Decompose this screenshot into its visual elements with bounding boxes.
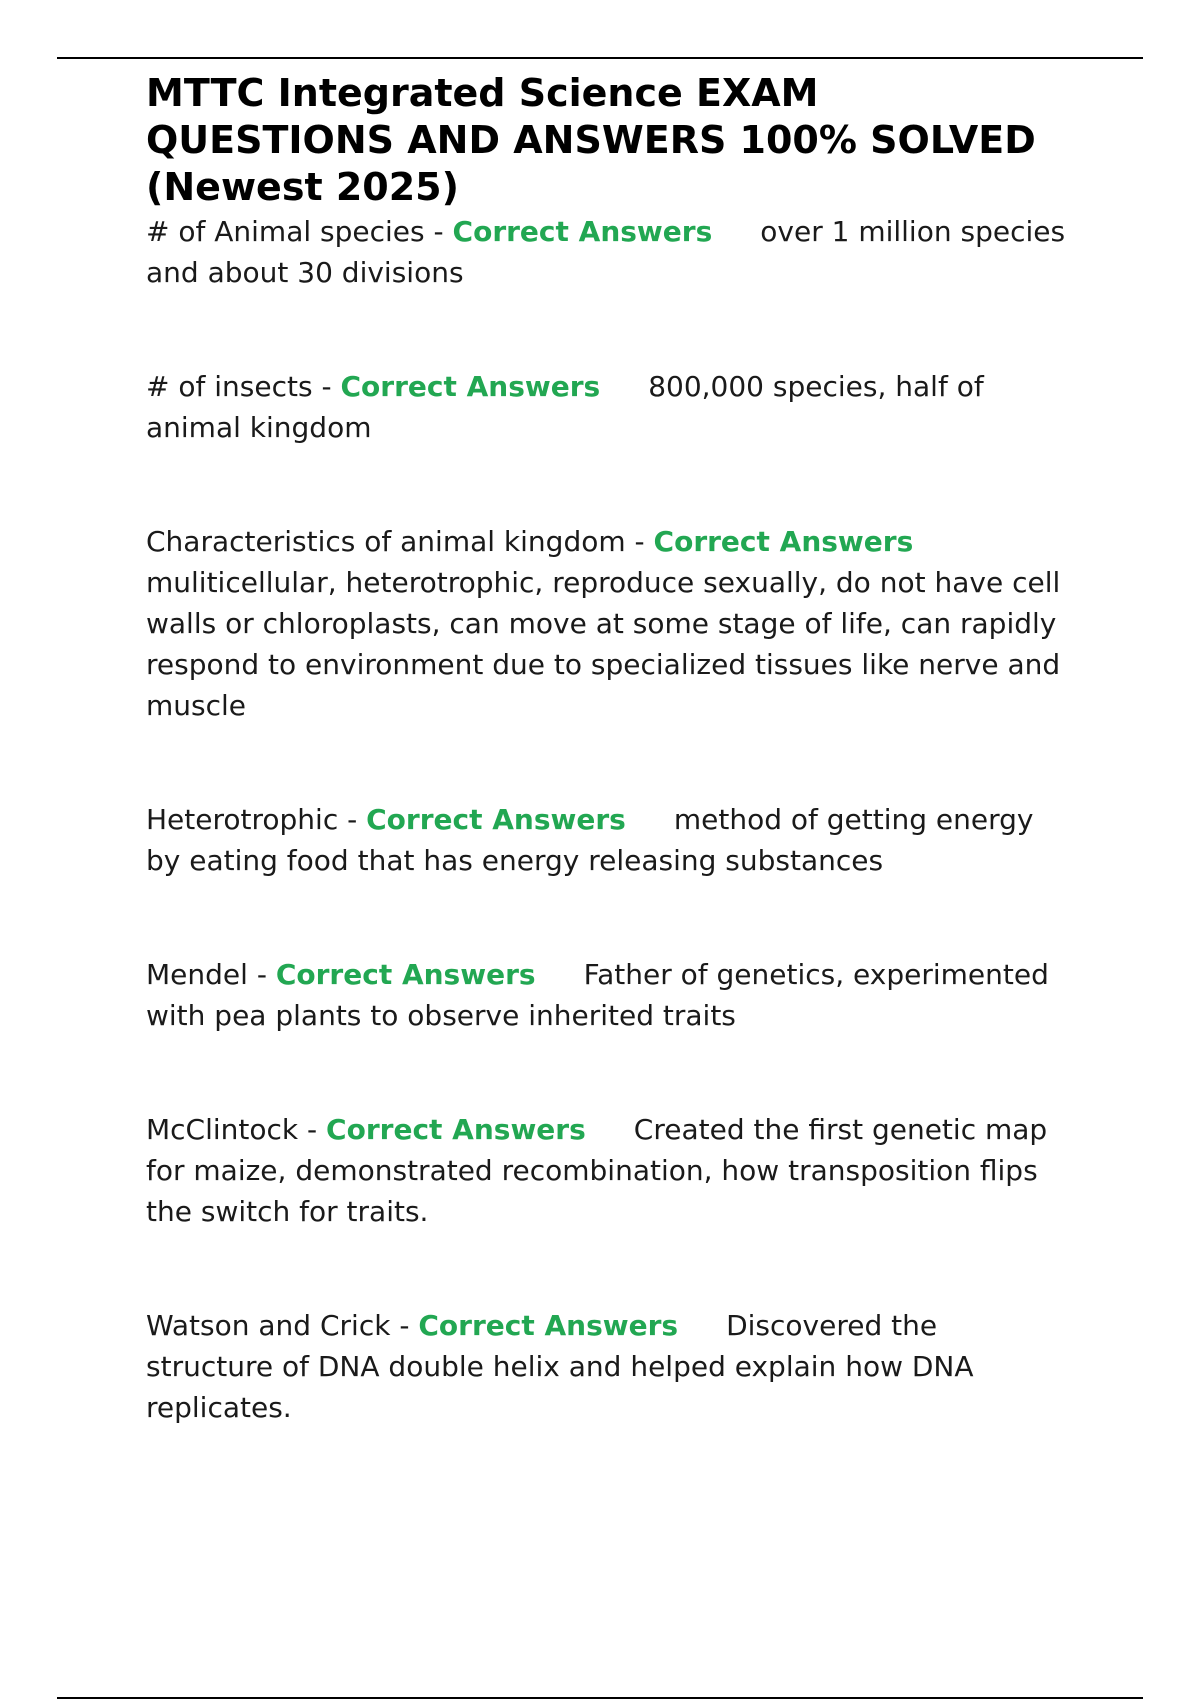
- correct-answers-label: Correct Answers: [452, 215, 713, 248]
- correct-answers-label: Correct Answers: [366, 803, 626, 836]
- correct-answers-label: Correct Answers: [275, 958, 536, 991]
- qa-entry: [146, 1305, 1066, 1428]
- qa-term: Heterotrophic: [146, 803, 339, 836]
- qa-separator: -: [298, 1113, 327, 1146]
- qa-separator: -: [625, 525, 654, 558]
- qa-term: # of Animal species: [146, 215, 425, 248]
- correct-answers-label: Correct Answers: [340, 370, 601, 403]
- qa-entry: [146, 799, 1066, 881]
- qa-term: # of insects: [146, 370, 313, 403]
- qa-answer: Father of genetics, experimented with pea plants to observe inherited traits: [146, 958, 1049, 1032]
- qa-answer: Discovered the structure of DNA double helix and helped explain how DNA replicates.: [146, 1309, 974, 1424]
- bottom-rule: [57, 1697, 1143, 1699]
- qa-separator: -: [247, 958, 276, 991]
- qa-entry: [146, 211, 1066, 293]
- qa-term: Mendel: [146, 958, 248, 991]
- correct-answers-label: Correct Answers: [326, 1113, 586, 1146]
- qa-term: Characteristics of animal kingdom: [146, 525, 626, 558]
- qa-term: Watson and Crick: [146, 1309, 391, 1342]
- page-content: [146, 70, 1066, 1428]
- qa-term: McClintock: [146, 1113, 299, 1146]
- qa-answer: muliticellular, heterotrophic, reproduce sexually, do not have cell walls or chloroplasts, can move at some stage of life, can rapidly respond to environment due to specialized tissues like nerve and muscle: [146, 566, 1061, 722]
- qa-entry: [146, 521, 1066, 726]
- qa-answer: over 1 million species and about 30 divisions: [146, 215, 1066, 289]
- qa-entry: [146, 1109, 1066, 1232]
- correct-answers-label: Correct Answers: [653, 525, 914, 558]
- page-title: MTTC Integrated Science EXAM QUESTIONS AND ANSWERS 100% SOLVED (Newest 2025): [146, 71, 1036, 209]
- qa-entry: [146, 954, 1066, 1036]
- qa-separator: -: [338, 803, 367, 836]
- correct-answers-label: Correct Answers: [418, 1309, 679, 1342]
- qa-separator: -: [424, 215, 453, 248]
- qa-entry: [146, 366, 1066, 448]
- qa-answer: method of getting energy by eating food that has energy releasing substances: [146, 803, 1034, 877]
- top-rule: [57, 57, 1143, 59]
- qa-separator: -: [390, 1309, 419, 1342]
- qa-separator: -: [312, 370, 341, 403]
- qa-answer: Created the first genetic map for maize, demonstrated recombination, how transposition flips the switch for traits.: [146, 1113, 1048, 1228]
- qa-answer: 800,000 species, half of animal kingdom: [146, 370, 984, 444]
